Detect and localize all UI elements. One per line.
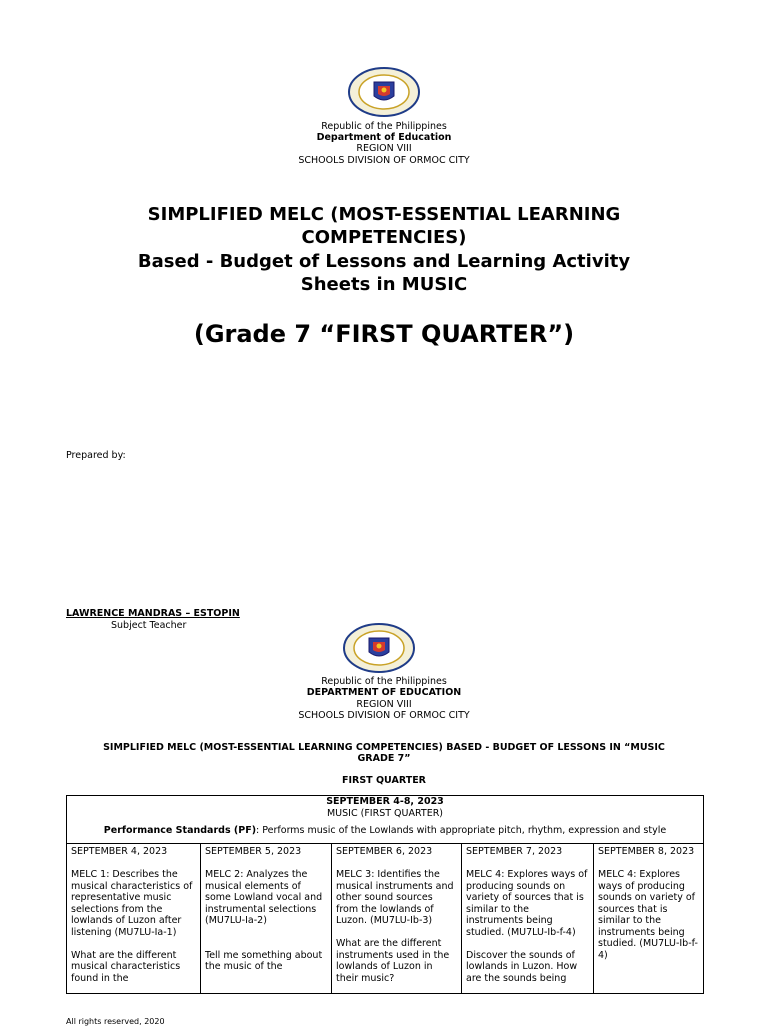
day-date: SEPTEMBER 8, 2023 [598,846,695,857]
department-label: Department of Education [316,132,452,143]
day-body: MELC 4: Explores ways of producing sounds on variety of sources that is similar to the instruments being studied. (MU7LU-Ib-f-4) Discover the sounds of lowlands in Luzon. How are the sounds being [466,869,588,984]
prepared-by-label: Prepared by: [66,450,126,461]
week-row [67,796,704,844]
republic-label: Republic of the Philippines [321,121,447,132]
grade-quarter-heading: (Grade 7 “FIRST QUARTER”) [193,320,575,348]
day-body: MELC 3: Identifies the musical instruments and other sound sources from the lowlands of Luzon. (MU7LU-Ib-3) What are the different instruments used in the lowlands of Luzon in their music? [336,869,454,984]
department-label-2: DEPARTMENT OF EDUCATION [306,687,462,698]
division-label: SCHOOLS DIVISION OF ORMOC CITY [298,155,470,166]
division-label-2: SCHOOLS DIVISION OF ORMOC CITY [298,710,470,721]
day-cell [462,844,594,994]
cover-title-line-3: Based - Budget of Lessons and Learning Activity [137,251,631,272]
day-date: SEPTEMBER 7, 2023 [466,846,563,857]
table-row [67,844,704,994]
republic-label-2: Republic of the Philippines [321,676,447,687]
day-body: MELC 4: Explores ways of producing sounds on variety of sources that is similar to the instruments being studied. (MU7LU-Ib-f-4) [598,869,698,961]
page2-title-line-2: GRADE 7” [357,753,411,764]
subject-label: MUSIC (FIRST QUARTER) [326,807,443,819]
performance-standards-text: : Performs music of the Lowlands with appropriate pitch, rhythm, expression and style [256,825,667,836]
region-label: REGION VIII [356,143,412,154]
day-cell [332,844,462,994]
performance-standards [71,819,699,843]
day-cell [594,844,704,994]
day-date: SEPTEMBER 6, 2023 [336,846,433,857]
deped-seal-logo [347,66,421,118]
day-date: SEPTEMBER 4, 2023 [71,846,168,857]
day-cell [201,844,332,994]
day-body: MELC 2: Analyzes the musical elements of some Lowland vocal and instrumental selections (MU7LU-Ia-2) Tell me something about the music of the [205,869,323,972]
day-cell [67,844,201,994]
lesson-budget-table [66,795,704,994]
week-label: SEPTEMBER 4-8, 2023 [326,796,444,807]
day-body: MELC 1: Describes the musical characteristics of representative music selections from the lowlands of Luzon after listening (MU7LU-Ia-1) What are the different musical characteristics found in the [71,869,193,984]
cover-title-line-4: Sheets in MUSIC [300,274,468,295]
page2-title-line-1: SIMPLIFIED MELC (MOST-ESSENTIAL LEARNING COMPETENCIES) BASED - BUDGET OF LESSONS IN “MUSIC [103,742,665,753]
teacher-role: Subject Teacher [111,620,187,631]
teacher-name: LAWRENCE MANDRAS – ESTOPIN [66,608,240,619]
quarter-label: FIRST QUARTER [342,775,426,786]
deped-seal-logo-2 [342,622,416,674]
performance-standards-label: Performance Standards (PF) [103,825,257,836]
cover-title-line-2: COMPETENCIES) [301,227,467,248]
region-label-2: REGION VIII [356,699,412,710]
day-date: SEPTEMBER 5, 2023 [205,846,302,857]
copyright-footer: All rights reserved, 2020 [66,1017,165,1026]
cover-title-line-1: SIMPLIFIED MELC (MOST-ESSENTIAL LEARNING [147,204,621,225]
